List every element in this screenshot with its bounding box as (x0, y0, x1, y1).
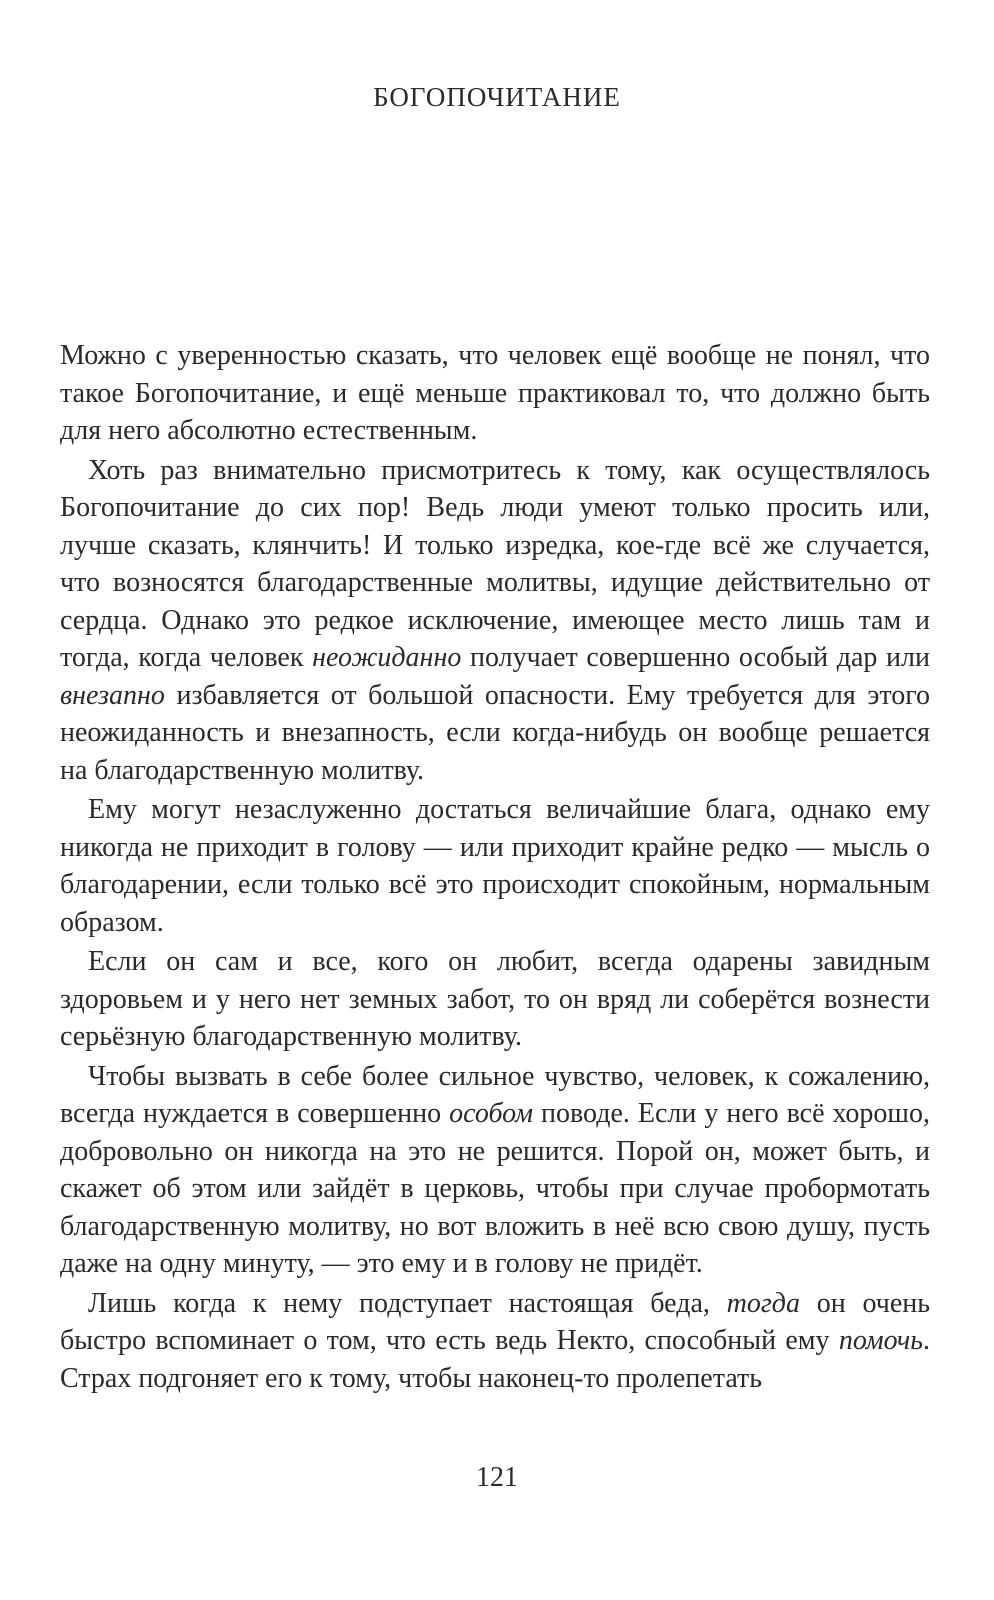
text-span: поводе. Если у него всё хорошо, добровольно он никогда на это не решится. Порой он, может быть, и скажет об этом или зайдёт в церковь, чтобы при случае пробормотать благодарственную молитву, но вот вложить в неё всю свою душу, пусть даже на одну минуту, — это ему и в голову не придёт. (60, 1098, 930, 1279)
paragraph (60, 452, 930, 790)
text-span: получает совершенно особый дар или (461, 642, 930, 673)
paragraph (60, 1285, 930, 1398)
text-span: Чтобы вызвать в себе более сильное чувство, человек, к сожалению, всегда нуждается в совершенно (60, 1060, 930, 1129)
italic-span: помочь (838, 1325, 923, 1356)
page-title: БОГОПОЧИТАНИЕ (373, 82, 621, 112)
text-span: Лишь когда к нему подступает настоящая беда, (88, 1287, 727, 1319)
italic-span: внезапно (60, 679, 165, 711)
italic-span: тогда (726, 1287, 800, 1319)
paragraph (60, 1058, 930, 1283)
text-span: Можно с уверенностью сказать, что человек ещё вообще не понял, что такое Богопочитание, и ещё меньше практиковал то, что должно быть для него абсолютно естественным. (60, 340, 930, 446)
text-span: избавляется от большой опасности. Ему требуется для этого неожиданность и внезапность, если когда-нибудь он вообще решается на благодарственную молитву. (60, 679, 930, 786)
text-span: Если он сам и все, кого он любит, всегда одарены завидным здоровьем и у него нет земных забот, то он вряд ли соберётся вознести серьёзную благодарственную молитву. (60, 946, 930, 1052)
page-number: 121 (476, 1462, 518, 1493)
text-span: Хоть раз внимательно присмотритесь к тому, как осуществлялось Богопочитание до сих пор! Ведь люди умеют только просить или, лучше сказать, клянчить! И только изредка, кое-где всё же случается, что возносятся благодарственные молитвы, идущие действительно от сердца. Однако это редкое исключение, имеющее место лишь там и тогда, когда человек (60, 454, 930, 673)
text-span: он очень быстро вспоминает о том, что есть ведь Некто, способный ему (60, 1287, 930, 1356)
body-text (60, 337, 930, 1397)
text-span: . Страх подгоняет его к тому, чтобы наконец-то пролепетать (60, 1325, 930, 1394)
paragraph (60, 943, 930, 1056)
italic-span: неожиданно (312, 642, 462, 673)
text-span: Ему могут незаслуженно достаться величайшие блага, однако ему никогда не приходит в голову — или приходит крайне редко — мысль о благодарении, если только всё это происходит спокойным, нормальным образом. (60, 794, 930, 938)
paragraph (60, 337, 930, 450)
paragraph (60, 791, 930, 941)
italic-span: особом (449, 1098, 533, 1129)
